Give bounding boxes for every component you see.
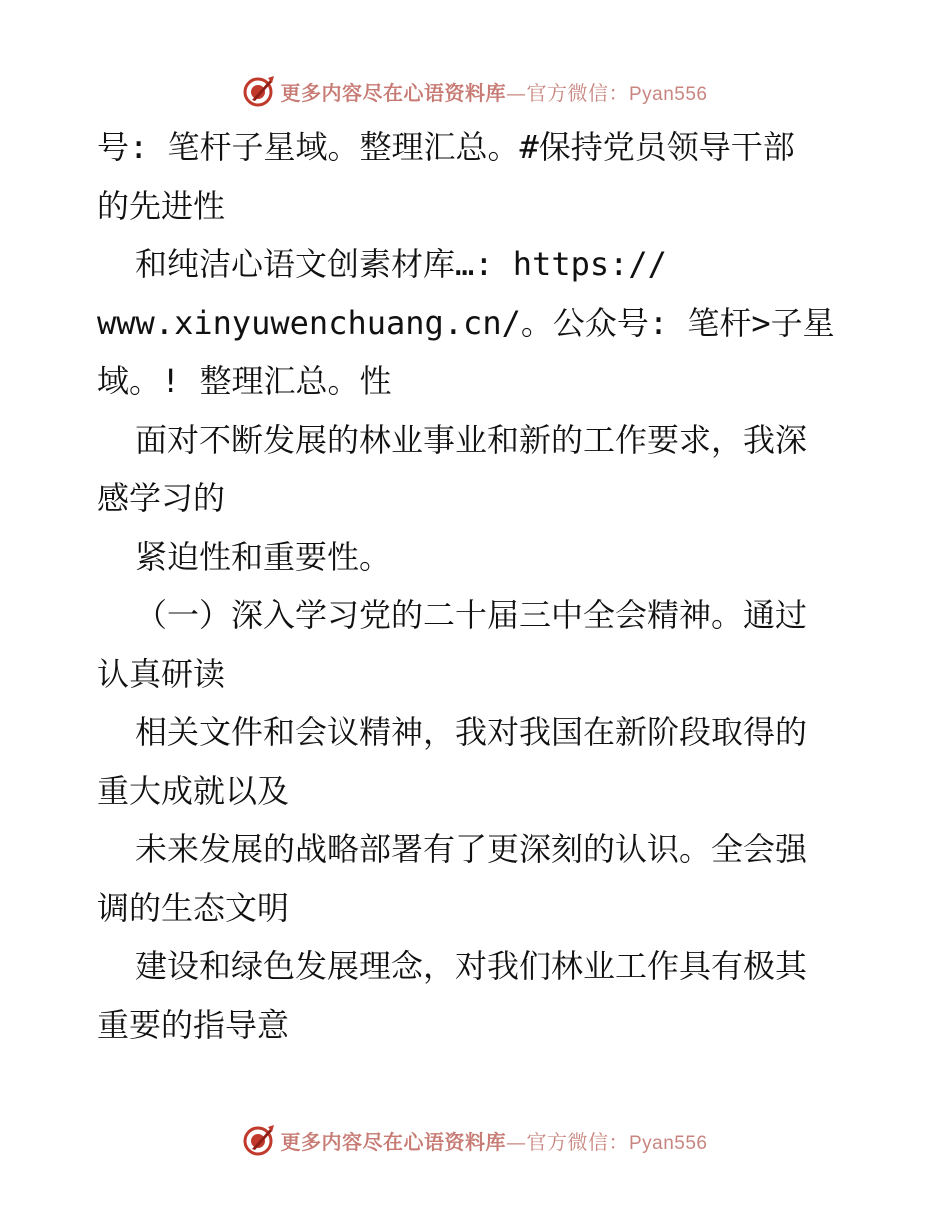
header-banner-text [280, 77, 707, 106]
text-line: 未来发展的战略部署有了更深刻的认识。全会强 [135, 830, 808, 868]
text-line: 感学习的 [97, 479, 226, 517]
header-banner-id: Pyan556 [628, 83, 708, 105]
text-line: 调的生态文明 [97, 888, 290, 927]
text-line: 域。! 整理汇总。性 [97, 362, 392, 400]
text-line: 认真研读 [97, 654, 226, 693]
text-line: 的先进性 [97, 186, 226, 225]
footer-banner-rest: —官方微信： [505, 1129, 629, 1154]
text-line: 面对不断发展的林业事业和新的工作要求，我深 [135, 420, 808, 459]
text-line: 重要的指导意 [97, 1005, 290, 1044]
text-line: 建设和绿色发展理念，对我们林业工作具有极其 [135, 947, 808, 985]
footer-banner [0, 1120, 950, 1160]
text-line: 紧迫性和重要性。 [135, 537, 392, 576]
header-banner [0, 71, 950, 111]
text-line: （一）深入学习党的二十届三中全会精神。通过 [135, 596, 808, 634]
text-line: 和纯洁心语文创素材库…: https:// [135, 245, 667, 283]
text-line: 重大成就以及 [97, 771, 290, 810]
text-line: 号: 笔杆子星域。整理汇总。#保持党员领导干部 [97, 128, 795, 166]
quill-logo-icon [242, 1123, 276, 1157]
header-banner-rest: —官方微信： [505, 80, 629, 105]
footer-banner-text [280, 1126, 707, 1155]
quill-logo-icon [242, 74, 276, 108]
document-body [97, 118, 877, 1054]
header-banner-main: 更多内容尽在心语资料库 [280, 80, 506, 105]
text-line: 相关文件和会议精神，我对我国在新阶段取得的 [135, 713, 808, 751]
footer-banner-main: 更多内容尽在心语资料库 [280, 1129, 506, 1154]
text-line: www.xinyuwenchuang.cn/。公众号: 笔杆>子星 [97, 303, 835, 342]
footer-banner-id: Pyan556 [628, 1132, 708, 1154]
